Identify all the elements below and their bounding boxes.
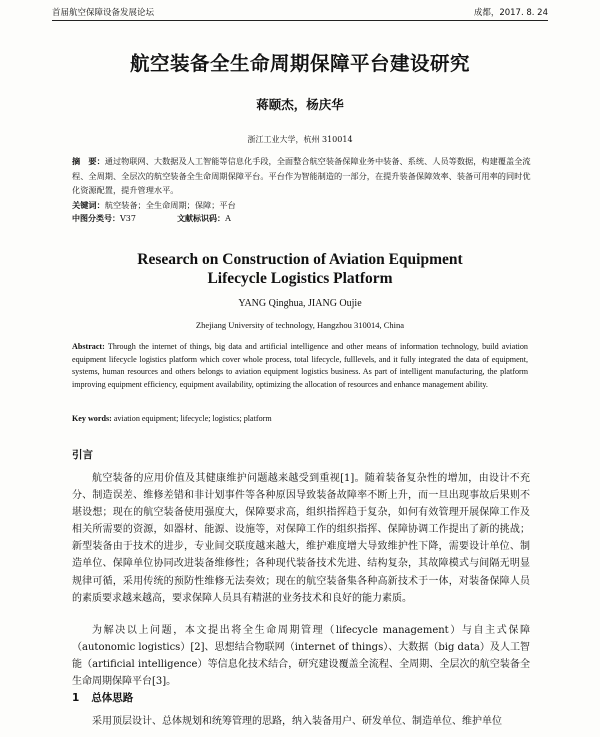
paper-title-cn: 航空装备全生命周期保障平台建设研究 — [129, 52, 470, 75]
header-journal: 首届航空保障设备发展论坛 — [52, 8, 155, 18]
header-place-date: 成都，2017. 8. 24 — [473, 8, 548, 18]
abstract-cn — [72, 154, 532, 198]
doc-code-value: A — [225, 214, 231, 223]
authors-cn: 蒋颐杰，杨庆华 — [256, 97, 344, 112]
keywords-en-text: aviation equipment; lifecycle; logistics; platform — [113, 414, 272, 423]
running-header — [52, 6, 548, 21]
clc-label: 中图分类号： — [72, 214, 120, 223]
clc-value: V37 — [120, 214, 136, 223]
keywords-en-label: Key words: — [72, 414, 112, 423]
abstract-en-text: Through the internet of things, big data and artificial intelligence and other means of information technology, build aviation equipment lifecycle logistics platform which cover whole process, total lifecycle, fulllevels, and it fully integrated the data of equipment, systems, human resources and others belongs to aviation equipment logistics business. As part of intelligent manufacturing, the platform improving equipment efficiency, equipment availability, optimizing the allocation of resources and enhance management ability. — [72, 342, 528, 389]
section-1-paragraph: 采用顶层设计、总体规划和统筹管理的思路，纳入装备用户、研发单位、制造单位、维护单位 — [92, 716, 502, 727]
keywords-en — [72, 414, 528, 423]
section-1-number: 1 — [72, 692, 80, 704]
title-en-line2: Lifecycle Logistics Platform — [207, 270, 393, 287]
paper-title-en — [0, 250, 600, 288]
abstract-en-label: Abstract: — [72, 342, 105, 351]
abstract-en — [72, 341, 528, 391]
keywords-cn — [72, 198, 532, 213]
affiliation-cn: 浙江工业大学，杭州 310014 — [247, 135, 353, 144]
intro-paragraph-2: 为解决以上问题，本文提出将全生命周期管理（lifecycle management）与自主式保障（autonomic logistics）[2]、思想结合物联网（internet of things）、大数据（big data）及人工智能（artificial intelligence）等信息化技术结合，研究建设覆盖全流程、全周期、全层次的航空装备全生命周期保障平台[3]。 — [72, 625, 530, 688]
keywords-cn-label: 关键词： — [72, 199, 105, 210]
abstract-cn-label: 摘 要： — [72, 156, 105, 166]
section-heading-intro: 引言 — [72, 449, 93, 461]
classification-line — [72, 212, 532, 227]
intro-paragraph-1: 航空装备的应用价值及其健康维护问题越来越受到重视[1]。随着装备复杂性的增加，由设计不充分、制造误差、维修差错和非计划事件等各种原因导致装备故障率不断上升，而一旦出现事故后果则不堪设想；现在的航空装备使用强度大，保障要求高，组织指挥趋于复杂，如何有效管理开展保障工作及相关所需要的资源，如器材、能源、设施等，对保障工作的组织指挥、保障协调工作提出了新的挑战；新型装备由于技术的进步，专业间交联度越来越大，维护难度增大导致维护性下降，需要设计单位、制造单位、保障单位协同改进装备维修性；各种现代装备技术先进、结构复杂，其故障模式与间隔无明显规律可循，采用传统的预防性维修无法奏效；现在的航空装备集各种高新技术于一体，对装备保障人员的素质要求越来越高，要求保障人员具有精湛的业务技术和良好的能力素质。 — [72, 473, 530, 604]
title-en-line1: Research on Construction of Aviation Equipment — [137, 251, 463, 268]
abstract-cn-block — [72, 154, 532, 227]
affiliation-en: Zhejiang University of technology, Hangzhou 310014, China — [195, 320, 405, 330]
authors-en: YANG Qinghua, JIANG Oujie — [238, 298, 362, 309]
section-heading-1 — [72, 690, 133, 705]
keywords-cn-text: 航空装备；全生命周期；保障；平台 — [104, 199, 236, 210]
section-1-title: 总体思路 — [91, 692, 134, 704]
abstract-cn-text: 通过物联网、大数据及人工智能等信息化手段，全面整合航空装备保障业务中装备、系统、人员等数据，构建覆盖全流程、全周期、全层次的航空装备全生命周期保障平台。平台作为智能制造的一部分，在提升装备保障效率、装备可用率的同时优化资源配置，提升管理水平。 — [72, 156, 531, 195]
doc-code-label: 文献标识码： — [177, 214, 226, 223]
